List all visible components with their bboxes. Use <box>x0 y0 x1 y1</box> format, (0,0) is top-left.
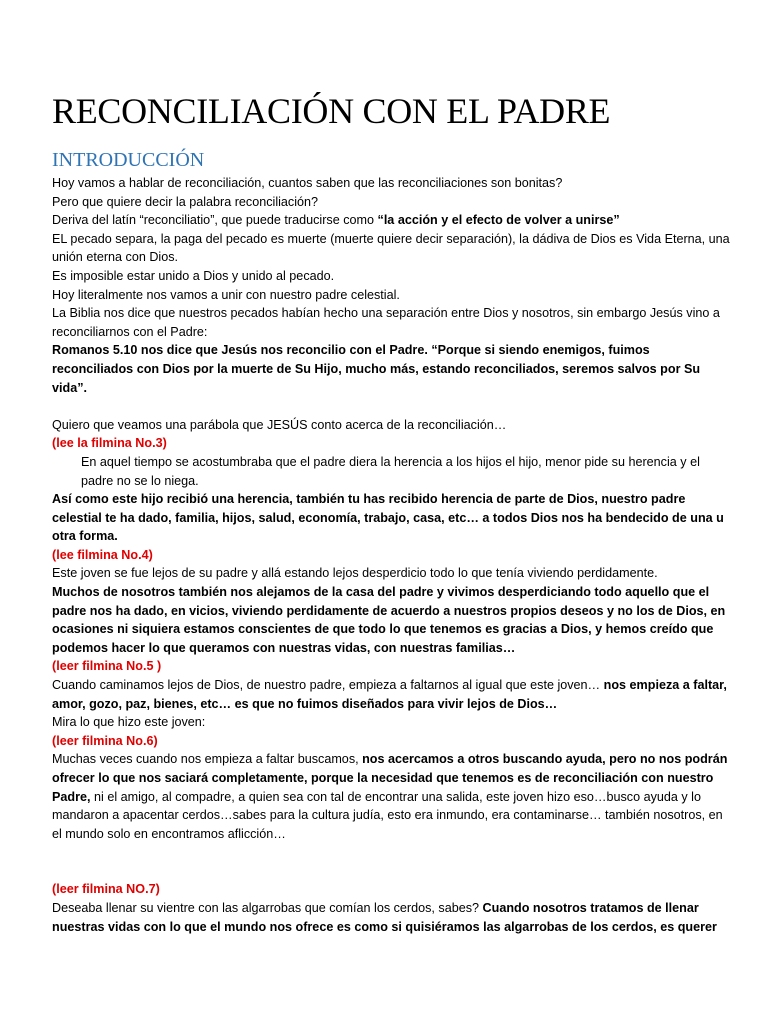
paragraph: Quiero que veamos una parábola que JESÚS conto acerca de la reconciliación… <box>52 417 507 432</box>
section-heading: INTRODUCCIÓN <box>52 149 205 171</box>
slide-cue: (leer filmina NO.7) <box>52 882 160 897</box>
paragraph: EL pecado separa, la paga del pecado es muerte (muerte quiere decir separación), la dádiva de Dios es Vida Eterna, una unión eterna con Dios. <box>52 231 730 265</box>
emphasis-text: nos acercamos a otros buscando ayuda, pero no nos podrán ofrecer lo que nos saciará completamente, porque la necesidad que tenemos es de reconciliación con nuestro Padre, <box>52 752 728 804</box>
scripture-paragraph: Romanos 5.10 nos dice que Jesús nos reconcilio con el Padre. “Porque si siendo enemigos, fuimos reconciliados con Dios por la muerte de Su Hijo, mucho más, estando reconciliados, seremos salvos por Su vida”. <box>52 343 701 395</box>
text-run: ni el amigo, al compadre, a quien sea con tal de encontrar una salida, este joven hizo eso…busco ayuda y lo mandaron a apacentar cerdos…sabes para la cultura judía, esto era inmundo, era contaminarse… también nosotros, en el mundo solo en encontramos aflicción… <box>52 789 723 841</box>
paragraph <box>52 750 732 843</box>
paragraph <box>52 676 732 713</box>
slide-cue: (lee filmina No.4) <box>52 547 153 562</box>
paragraph <box>52 211 732 230</box>
paragraph: Es imposible estar unido a Dios y unido al pecado. <box>52 268 335 283</box>
emphasis-text: “la acción y el efecto de volver a unirse” <box>377 213 620 228</box>
paragraph: Hoy vamos a hablar de reconciliación, cuantos saben que las reconciliaciones son bonitas? <box>52 176 563 190</box>
text-run: Deriva del latín “reconciliatio”, que puede traducirse como <box>52 213 378 228</box>
slide-cue: (lee la filmina No.3) <box>52 436 167 451</box>
bold-paragraph: Así como este hijo recibió una herencia, también tu has recibido herencia de parte de Dios, nuestro padre celestial te ha dado, familia, hijos, salud, economía, trabajo, casa, etc… a todos Dios nos ha bendecido de una u otra forma. <box>52 492 724 544</box>
slide-cue: (leer filmina No.5 ) <box>52 659 162 674</box>
paragraph: Este joven se fue lejos de su padre y allá estando lejos desperdicio todo lo que tenía viviendo perdidamente. <box>52 566 658 581</box>
document-body <box>52 174 732 936</box>
slide-cue: (leer filmina No.6) <box>52 733 158 748</box>
indented-paragraph: En aquel tiempo se acostumbraba que el padre diera la herencia a los hijos el hijo, menor pide su herencia y el padre no se lo niega. <box>81 454 700 488</box>
text-run: Deseaba llenar su vientre con las algarrobas que comían los cerdos, sabes? <box>52 900 483 915</box>
emphasis-text: nos empieza a faltar, amor, gozo, paz, bienes, etc… es que no fuimos diseñados para vivir lejos de Dios… <box>52 678 727 711</box>
text-run: Muchas veces cuando nos empieza a faltar buscamos, <box>52 752 363 767</box>
bold-paragraph: Muchos de nosotros también nos alejamos de la casa del padre y vivimos desperdiciando todo aquello que el padre nos ha dado, en vicios, viviendo perdidamente de acuerdo a nuestros propios deseos y no los de Dios, en ocasiones ni siquiera estamos conscientes de que todo lo que tenemos es gracias a Dios, y hemos creído que podemos hacer lo que queramos con nuestras vidas, con nuestras familias… <box>52 585 726 655</box>
paragraph: La Biblia nos dice que nuestros pecados habían hecho una separación entre Dios y nosotros, sin embargo Jesús vino a reconciliarnos con el Padre: <box>52 306 720 339</box>
paragraph: Hoy literalmente nos vamos a unir con nuestro padre celestial. <box>52 287 400 302</box>
blank-line <box>52 843 732 880</box>
paragraph: Mira lo que hizo este joven: <box>52 715 206 730</box>
blank-line <box>52 397 732 416</box>
document-title: RECONCILIACIÓN CON EL PADRE <box>52 91 611 131</box>
emphasis-text: Cuando nosotros tratamos de llenar nuestras vidas con lo que el mundo nos ofrece es como si quisiéramos las algarrobas de los cerdos, es querer <box>52 900 717 934</box>
paragraph: Pero que quiere decir la palabra reconciliación? <box>52 194 319 209</box>
paragraph <box>52 899 732 936</box>
text-run: Cuando caminamos lejos de Dios, de nuestro padre, empieza a faltarnos al igual que este joven… <box>52 678 604 693</box>
